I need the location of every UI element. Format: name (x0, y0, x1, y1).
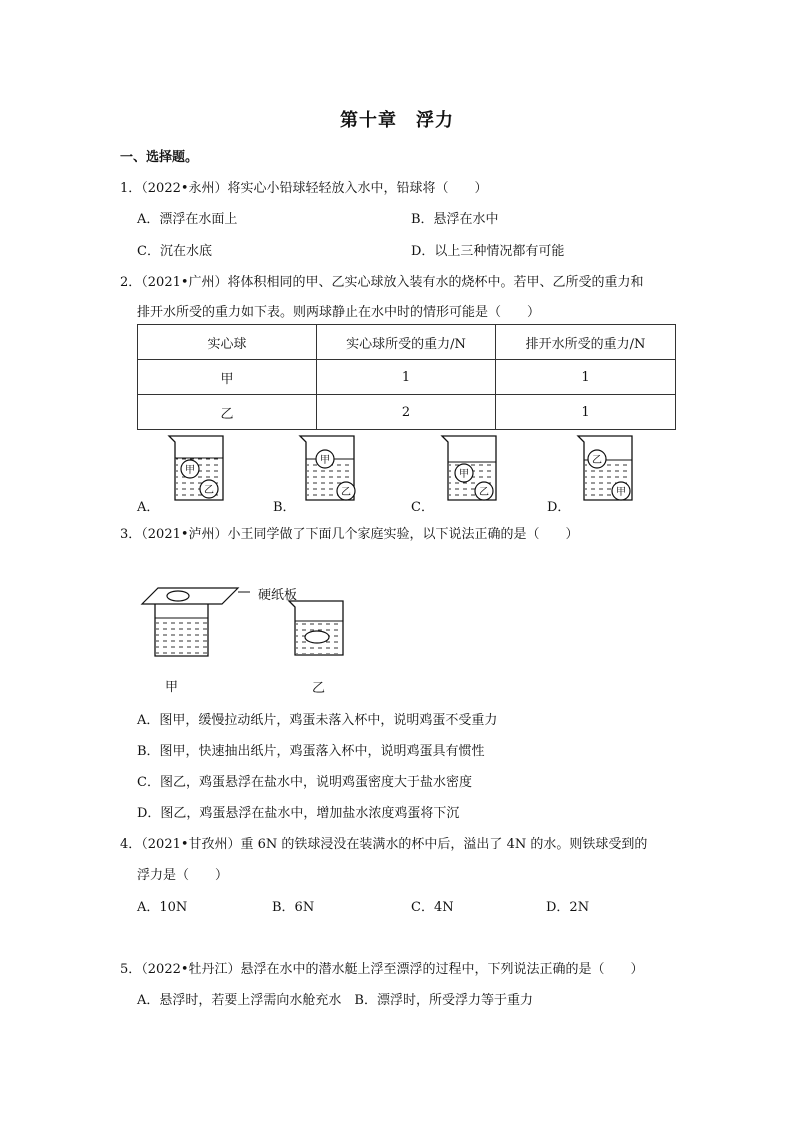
q3-option-a: A．图甲，缓慢拉动纸片，鸡蛋未落入杯中，说明鸡蛋不受重力 (137, 713, 498, 728)
q1-stem: 1．（2022•永州）将实心小铅球轻轻放入水中，铅球将（ ） (120, 181, 488, 196)
q3-stem: 3．（2021•泸州）小王同学做了下面几个家庭实验，以下说法正确的是（ ） (120, 527, 579, 542)
q4-option-b: B．6N (272, 900, 315, 915)
q1-option-c: C．沉在水底 (137, 244, 212, 259)
q2-beaker-d (574, 432, 644, 504)
table-header-row (138, 325, 676, 360)
q3-option-d: D．图乙，鸡蛋悬浮在盐水中，增加盐水浓度鸡蛋将下沉 (137, 806, 460, 821)
q3-fig-yi-label: 乙 (312, 681, 326, 696)
q3-figure-jia (138, 584, 258, 664)
ball-jia-label: 甲 (320, 455, 330, 466)
q4-stem-line1: 4．（2021•甘孜州）重 6N 的铁球浸没在装满水的杯中后，溢出了 4N 的水。则铁球受到的 (120, 837, 648, 852)
table-cell: 1 (496, 360, 676, 395)
q2-option-b-label: B． (273, 500, 296, 515)
table-cell: 乙 (138, 395, 317, 430)
q4-option-c: C．4N (411, 900, 454, 915)
table-cell: 1 (317, 360, 496, 395)
q2-option-c-label: C． (411, 500, 434, 515)
page-title: 第十章 浮力 (340, 110, 454, 131)
q2-stem-line1: 2．（2021•广州）将体积相同的甲、乙实心球放入装有水的烧杯中。若甲、乙所受的重力和 (120, 275, 644, 290)
q3-option-b: B．图甲，快速抽出纸片，鸡蛋落入杯中，说明鸡蛋具有惯性 (137, 744, 485, 759)
q2-option-a-label: A． (137, 500, 160, 515)
table-row (138, 395, 676, 430)
table-cell: 甲 (138, 360, 317, 395)
cardboard-label: 硬纸板 (258, 588, 298, 603)
q4-stem-line2: 浮力是（ ） (137, 868, 229, 883)
ball-jia-label: 甲 (459, 469, 469, 480)
q5-stem: 5．（2022•牡丹江）悬浮在水中的潜水艇上浮至漂浮的过程中，下列说法正确的是（ ） (120, 962, 644, 977)
q2-beaker-c (438, 432, 508, 504)
ball-yi-label: 乙 (592, 455, 602, 466)
q2-beaker-b (296, 432, 366, 504)
q4-option-d: D．2N (546, 900, 590, 915)
table-header-cell: 排开水所受的重力/N (496, 325, 676, 360)
q3-option-c: C．图乙，鸡蛋悬浮在盐水中，说明鸡蛋密度大于盐水密度 (137, 775, 472, 790)
table-cell: 2 (317, 395, 496, 430)
ball-jia-label: 甲 (185, 465, 195, 476)
ball-yi-label: 乙 (341, 487, 351, 498)
q2-stem-line2: 排开水所受的重力如下表。则两球静止在水中时的情形可能是（ ） (137, 305, 541, 320)
q1-option-d: D．以上三种情况都有可能 (411, 244, 565, 259)
q4-option-a: A．10N (137, 900, 188, 915)
q3-figure-yi (285, 597, 355, 661)
ball-yi-label: 乙 (479, 487, 489, 498)
table-row (138, 360, 676, 395)
table-header-cell: 实心球所受的重力/N (317, 325, 496, 360)
q2-beaker-a (165, 432, 235, 504)
q3-fig-jia-label: 甲 (165, 680, 179, 695)
table-cell: 1 (496, 395, 676, 430)
q1-option-b: B．悬浮在水中 (411, 212, 499, 227)
ball-yi-label: 乙 (204, 485, 214, 496)
q2-data-table (137, 324, 676, 430)
q2-option-d-label: D． (547, 500, 571, 515)
q1-option-a: A．漂浮在水面上 (137, 212, 238, 227)
q5-options-line: A．悬浮时，若要上浮需向水舱充水 B．漂浮时，所受浮力等于重力 (137, 993, 533, 1008)
ball-jia-label: 甲 (616, 487, 626, 498)
section-heading: 一、选择题。 (120, 150, 199, 165)
table-header-cell: 实心球 (138, 325, 317, 360)
